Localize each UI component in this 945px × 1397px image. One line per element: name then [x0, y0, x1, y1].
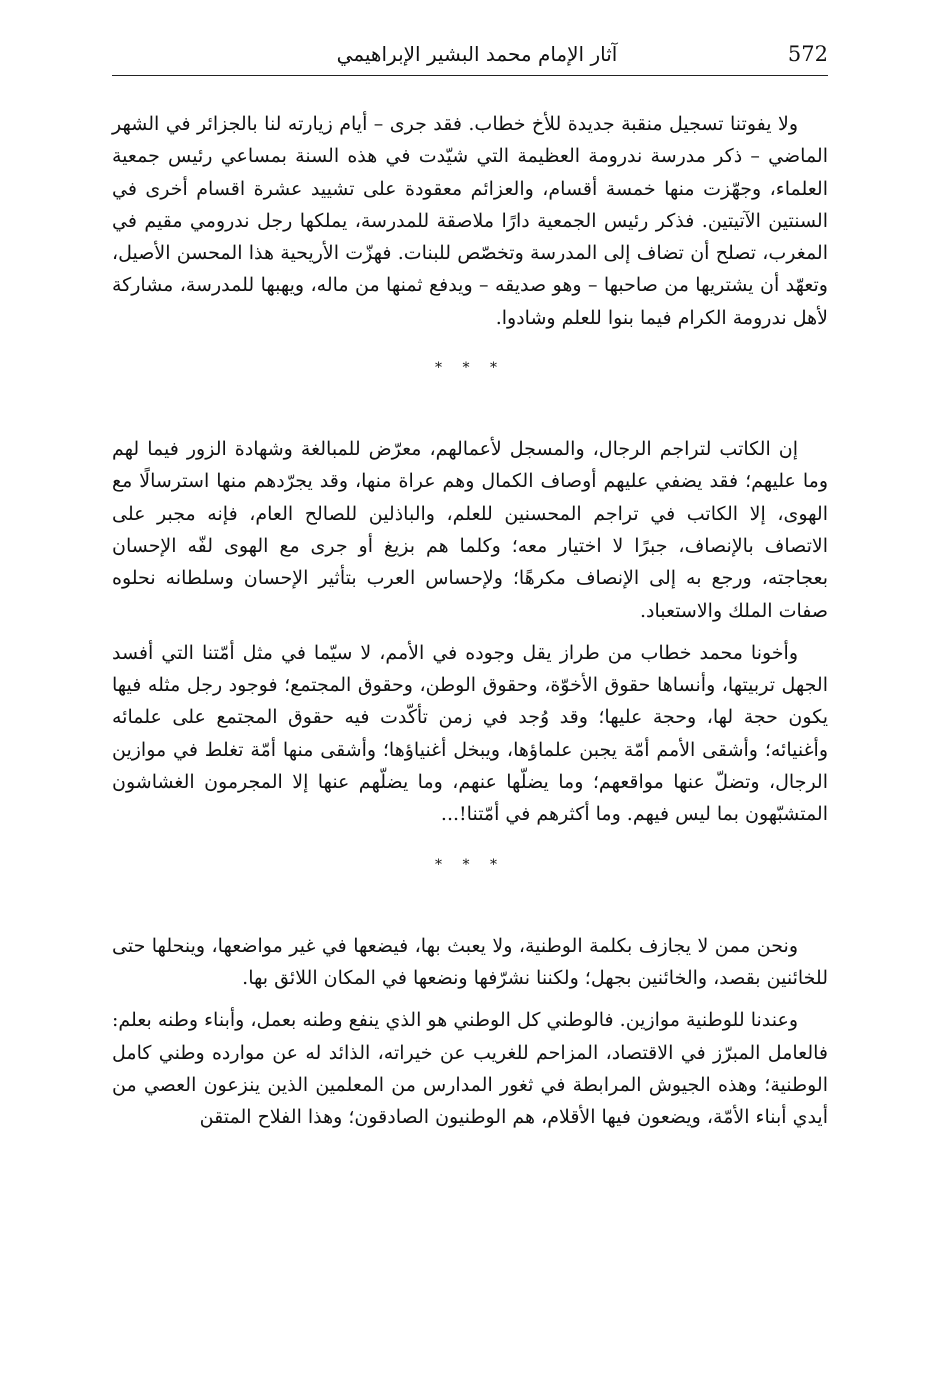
paragraph: ونحن ممن لا يجازف بكلمة الوطنية، ولا يعبث بها، فيضعها في غير مواضعها، وينحلها حتى للخائنين بقصد، والخائنين بجهل؛ ولكننا نشرّفها ونضعها في المكان اللائق بها. [112, 934, 828, 989]
running-header [112, 38, 828, 72]
paragraph-gap [112, 627, 828, 637]
paragraph: إن الكاتب لتراجم الرجال، والمسجل لأعمالهم، معرّض للمبالغة وشهادة الزور فيما لهم وما عليهم؛ فقد يضفي عليهم أوصاف الكمال وهم عراة منها، وقد يجرّدهم منها استرسالًا مع الهوى، إلا الكاتب في تراجم المحسنين للعلم، والباذلين للصالح العام، فإنه مجبر على الاتصاف بالإنصاف، جبرًا لا اختيار معه؛ وكلما هم بزيغ أو جرى مع الهوى لفّه الإحسان بعجاجته، ورجع به إلى الإنصاف مكرهًا؛ ولإحساس العرب بتأثير الإحسان وسلطانه نحلوه صفات الملك والاستعباد. [112, 438, 828, 622]
body-text [112, 108, 828, 1133]
book-title: آثار الإمام محمد البشير الإبراهيمي [336, 42, 618, 66]
paragraph: وأخونا محمد خطاب من طراز يقل وجوده في الأمم، لا سيّما في مثل أمّتنا التي أفسد الجهل تربيتها، وأنساها حقوق الأخوّة، وحقوق الوطن، وحقوق المجتمع؛ فوجود رجل مثله فيها يكون حجة لها، وحجة عليها؛ وقد وُجد في زمن تأكّدت فيه حقوق المجتمع على علمائه وأغنيائه؛ وأشقى الأمم أمّة يجبن علماؤها، ويبخل أغنياؤها؛ وأشقى منها أمّة تغلط في موازين الرجال، وتضلّ عنها مواقعهم؛ وما يضلّها عنهم، وما يضلّهم عنها إلا المجرمون الغشاشون المتشبّهون بما ليس فيهم. وما أكثرهم في أمّتنا!... [112, 641, 828, 826]
page-number: 572 [787, 42, 828, 66]
section-separator: * * * [435, 360, 505, 377]
paragraph-gap [112, 994, 828, 1004]
section-separator: * * * [435, 856, 505, 873]
header-rule [112, 75, 828, 76]
paragraph: وعندنا للوطنية موازين. فالوطني كل الوطني هو الذي ينفع وطنه بعمل، وأبناء وطنه بعلم: فالعامل المبرّز في الاقتصاد، المزاحم للغريب عن خيراته، الذائد له عن موارده وطني كامل الوطنية؛ وهذه الجيوش المرابطة في ثغور المدارس من المعلمين الذين ينزعون العصي من أيدي أبناء الأمّة، ويضعون فيها الأقلام، هم الوطنيون الصادقون؛ وهذا الفلاح المتقن [112, 1009, 828, 1129]
paragraph: ولا يفوتنا تسجيل منقبة جديدة للأخ خطاب. فقد جرى – أيام زيارته لنا بالجزائر في الشهر الماضي – ذكر مدرسة ندرومة العظيمة التي شيّدت في هذه السنة بمساعي رئيس جمعية العلماء، وجهّزت منها خمسة أقسام، والعزائم معقودة على تشييد عشرة اقسام أخرى في السنتين الآتيتين. فذكر رئيس الجمعية دارًا ملاصقة للمدرسة، يملكها رجل ندرومي مقيم في المغرب، تصلح أن تضاف إلى المدرسة وتخصّص للبنات. فهزّت الأريحية هذا المحسن الأصيل، وتعهّد أن يشتريها من صاحبها – وهو صديقه – ويدفع ثمنها من ماله، ويهبها للمدرسة، مشاركة لأهل ندرومة الكرام فيما بنوا للعلم وشادوا. [112, 113, 828, 329]
